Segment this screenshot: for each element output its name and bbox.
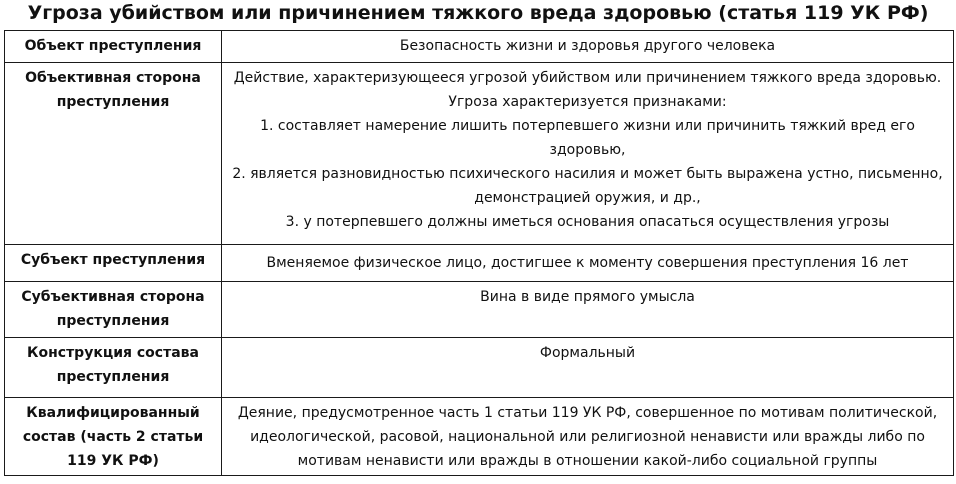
row-value-construction: Формальный xyxy=(222,338,954,398)
row-label-objective-side: Объективная сторона преступления xyxy=(5,63,222,245)
list-item-text: составляет намерение лишить потерпевшего жизни или причинить тяжкий вред его здоровью, xyxy=(277,118,915,158)
list-item-number: 1. xyxy=(260,118,274,134)
page-title: Угроза убийством или причинением тяжкого вреда здоровью (статья 119 УК РФ) xyxy=(27,2,929,24)
row-value-subjective-side: Вина в виде прямого умысла xyxy=(222,282,954,338)
list-item-text: у потерпевшего должны иметься основания опасаться осуществления угрозы xyxy=(303,214,890,230)
row-value-subject: Вменяемое физическое лицо, достигшее к моменту совершения преступления 16 лет xyxy=(222,245,954,282)
row-value-objective-side xyxy=(222,63,954,245)
table-row xyxy=(5,245,954,282)
list-item-text: является разновидностью психического насилия и может быть выражена устно, письменно, демонстрацией оружия, и др., xyxy=(250,166,943,206)
table-row xyxy=(5,63,954,245)
features-heading: Угроза характеризуется признаками: xyxy=(448,94,727,110)
list-item xyxy=(226,210,949,234)
objective-intro: Действие, характеризующееся угрозой убийством или причинением тяжкого вреда здоровью. xyxy=(233,70,942,86)
row-label-construction: Конструкция состава преступления xyxy=(5,338,222,398)
list-item xyxy=(226,114,949,162)
table-row xyxy=(5,398,954,476)
row-label-subject: Субъект преступления xyxy=(5,245,222,282)
row-label-qualified: Квалифицированный состав (часть 2 статьи 119 УК РФ) xyxy=(5,398,222,476)
list-item-number: 2. xyxy=(232,166,246,182)
crime-table xyxy=(4,30,954,476)
features-list xyxy=(226,114,949,234)
row-label-object: Объект преступления xyxy=(5,31,222,63)
table-row xyxy=(5,31,954,63)
list-item xyxy=(226,162,949,210)
list-item-number: 3. xyxy=(285,214,300,230)
table-row xyxy=(5,282,954,338)
table-row xyxy=(5,338,954,398)
row-value-object: Безопасность жизни и здоровья другого человека xyxy=(222,31,954,63)
row-value-qualified: Деяние, предусмотренное часть 1 статьи 119 УК РФ, совершенное по мотивам политической, идеологической, расовой, национальной или религиозной ненависти или вражды либо по мотивам ненависти или вражды в отношении какой-либо социальной группы xyxy=(222,398,954,476)
row-label-subjective-side: Субъективная сторона преступления xyxy=(5,282,222,338)
